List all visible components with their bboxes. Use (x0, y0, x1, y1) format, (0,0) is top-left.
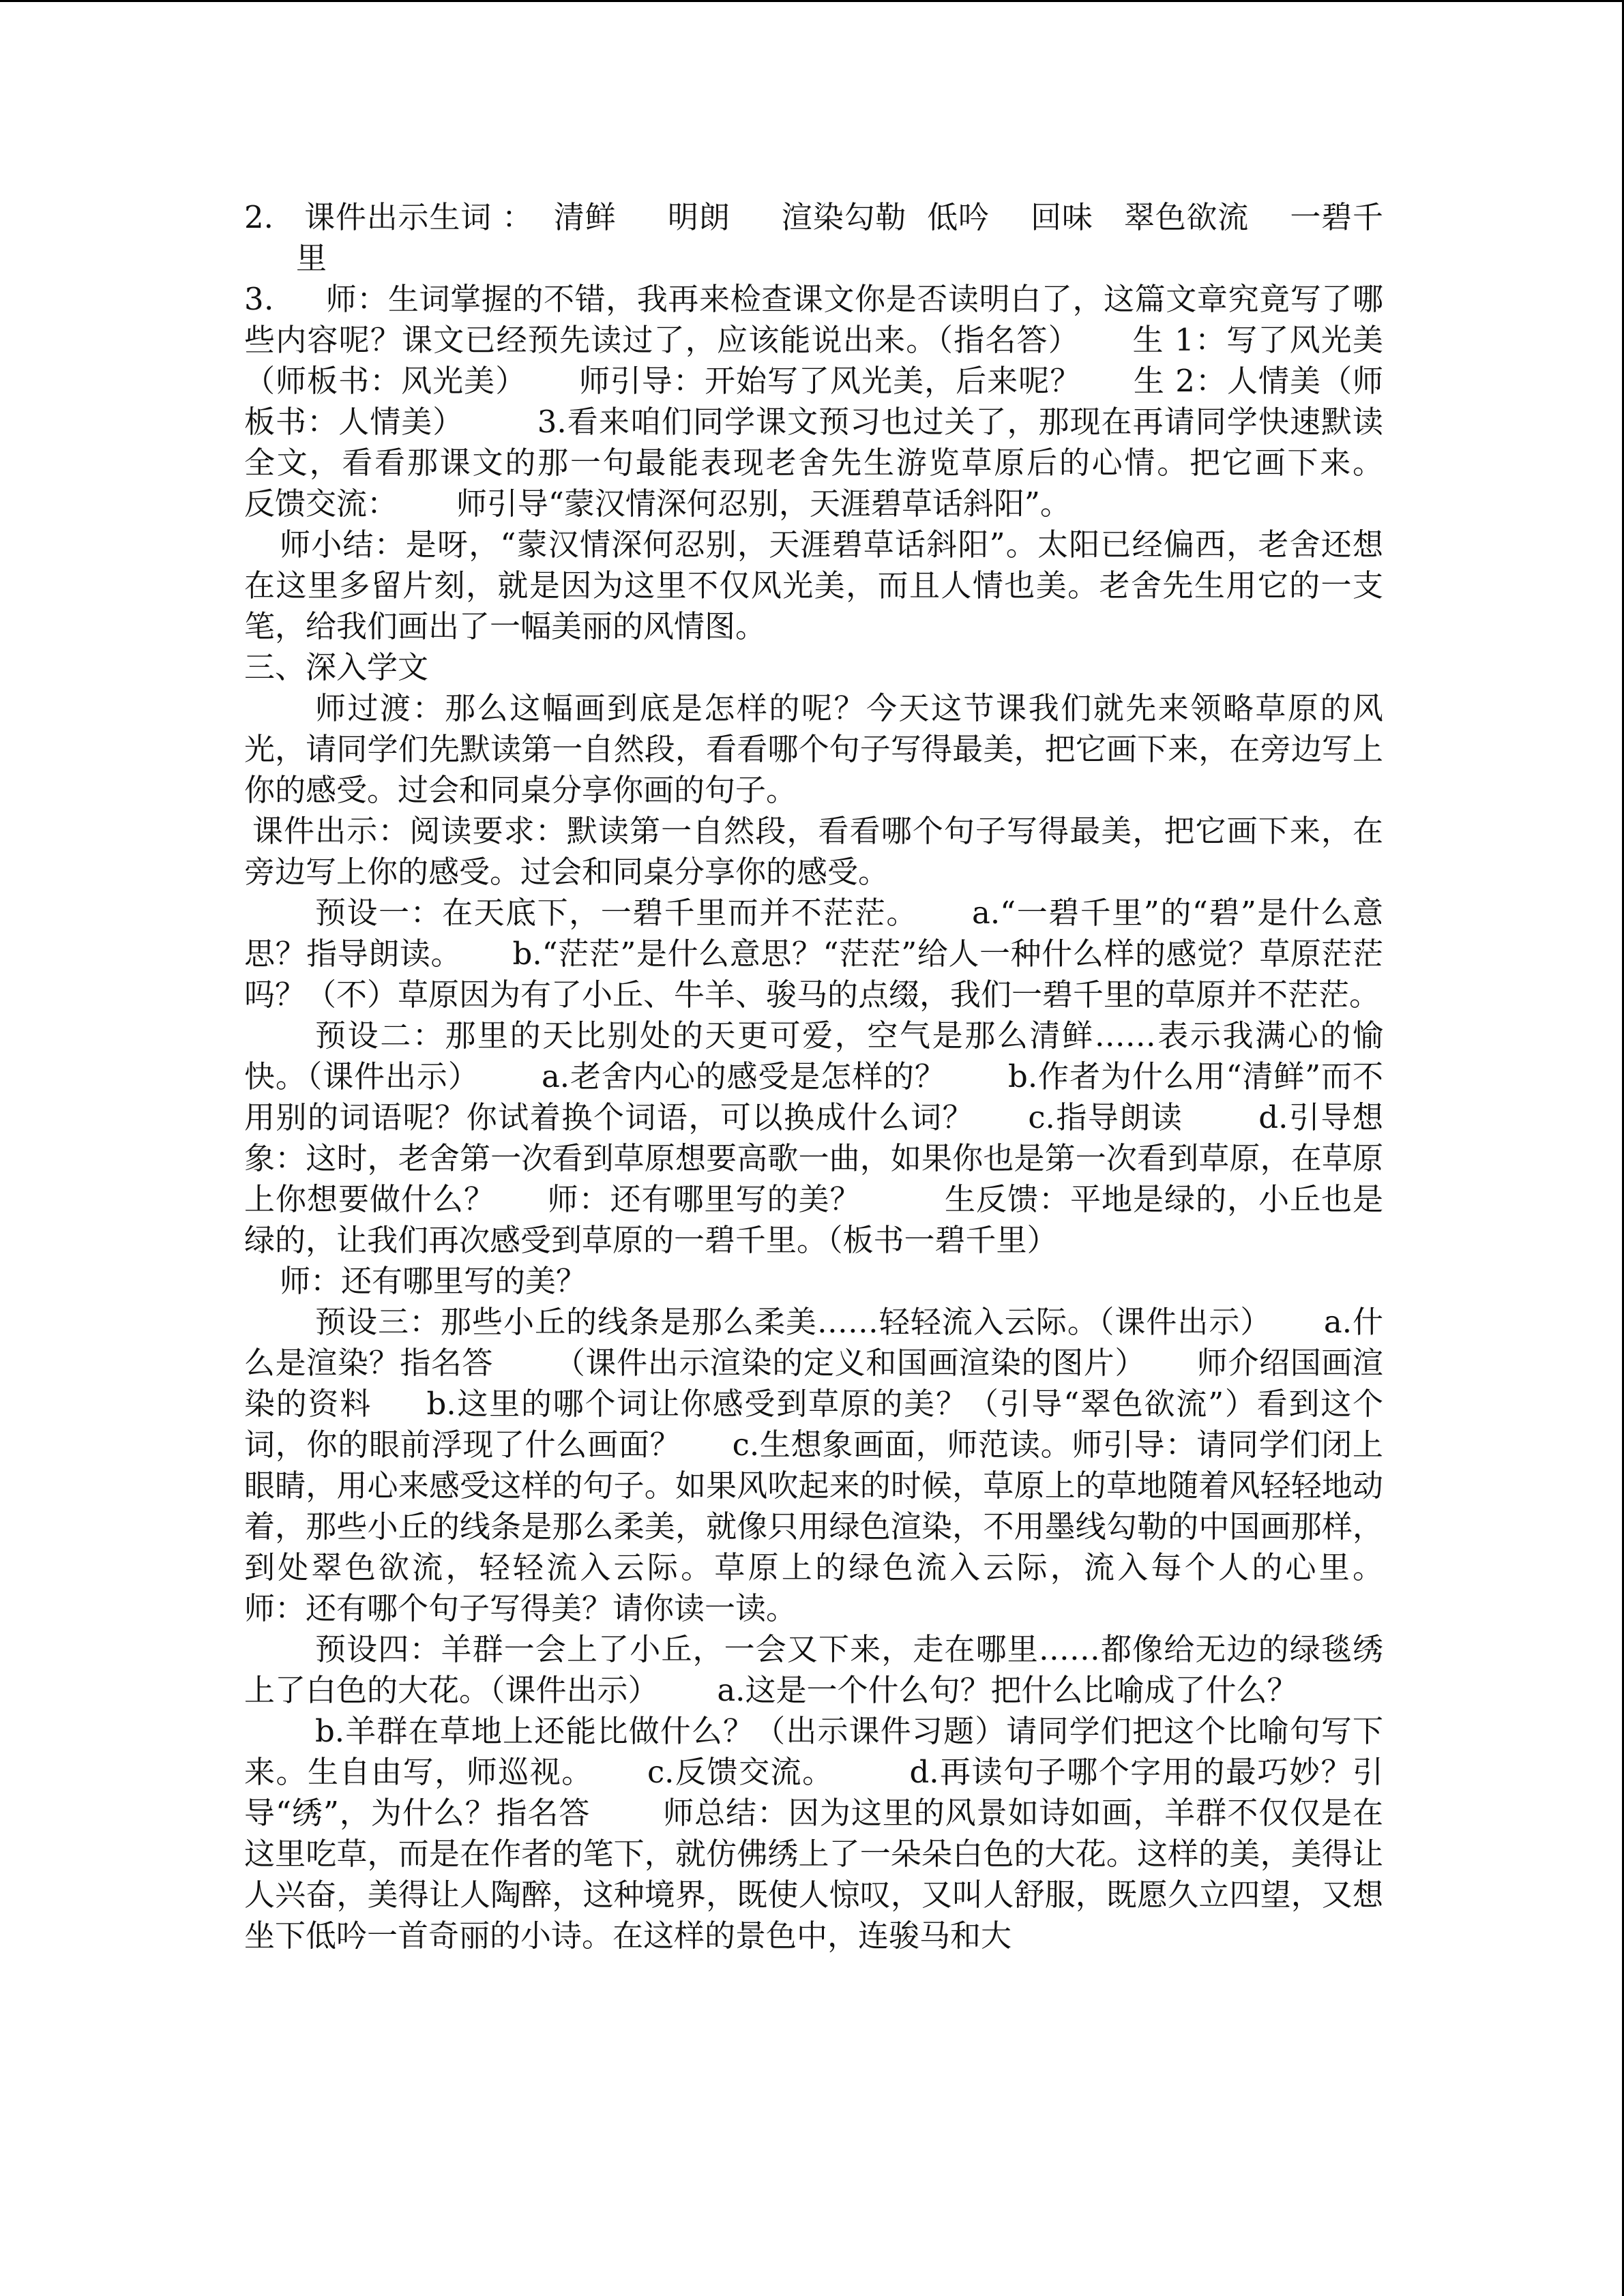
simile-practice-paragraph: b.羊群在草地上还能比做什么？（出示课件习题）请同学们把这个比喻句写下来。生自由写，师巡视。 c.反馈交流。 d.再读句子哪个字用的最巧妙？引导“绣”，为什么？指名答 师总结：因为这里的风景如诗如画，羊群不仅仅是在这里吃草，而是在作者的笔下，就仿佛绣上了一朵朵白色的大花。这样的美，美得让人兴奋，美得让人陶醉，这种境界，既使人惊叹，又叫人舒服，既愿久立四望，又想坐下低吟一首奇丽的小诗。在这样的景色中，连骏马和大 (244, 1713, 1383, 1954)
preset-two-paragraph: 预设二：那里的天比别处的天更可爱，空气是那么清鲜……表示我满心的愉快。（课件出示） a.老舍内心的感受是怎样的？ b.作者为什么用“清鲜”而不用别的词语呢？你试着换个词语，可以换成什么词？ c.指导朗读 d.引导想象：这时，老舍第一次看到草原想要高歌一曲，如果你也是第一次看到草原，在草原上你想要做什么？ 师：还有哪里写的美？ 生反馈：平地是绿的，小丘也是绿的，让我们再次感受到草原的一碧千里。（板书一碧千里） (244, 1017, 1383, 1258)
vocabulary-list-paragraph: 2. 课件出示生词 ： 清鲜 明朗 渲染勾勒 低吟 回味 翠色欲流 一碧千里 (244, 199, 1383, 276)
teacher-summary-paragraph: 师小结：是呀，“蒙汉情深何忍别，天涯碧草话斜阳”。太阳已经偏西，老舍还想在这里多留片刻，就是因为这里不仅风光美，而且人情也美。老舍先生用它的一支笔，给我们画出了一幅美丽的风情图。 (244, 526, 1383, 644)
section-heading: 三、深入学文 (244, 649, 429, 685)
teacher-question-paragraph: 师：还有哪里写的美？ (280, 1263, 587, 1299)
courseware-reading-requirement: 课件出示：阅读要求：默读第一自然段，看看哪个句子写得最美，把它画下来，在旁边写上你的感受。过会和同桌分享你的感受。 (244, 813, 1383, 890)
preset-three-paragraph: 预设三：那些小丘的线条是那么柔美……轻轻流入云际。（课件出示） a.什么是渲染？指名答 （课件出示渲染的定义和国画渲染的图片） 师介绍国画渲染的资料 b.这里的哪个词让你感受到草原的美？（引导“翠色欲流”）看到这个词，你的眼前浮现了什么画面？ c.生想象画面，师范读。师引导：请同学们闭上眼睛，用心来感受这样的句子。如果风吹起来的时候，草原上的草地随着风轻轻地动着，那些小丘的线条是那么柔美，就像只用绿色渲染，不用墨线勾勒的中国画那样，到处翠色欲流，轻轻流入云际。草原上的绿色流入云际，流入每个人的心里。 师：还有哪个句子写得美？请你读一读。 (244, 1304, 1432, 1626)
preset-one-paragraph: 预设一：在天底下，一碧千里而并不茫茫。 a.“一碧千里”的“碧”是什么意思？指导朗读。 b.“茫茫”是什么意思？“茫茫”给人一种什么样的感觉？草原茫茫吗？（不）草原因为有了小丘、牛羊、骏马的点缀，我们一碧千里的草原并不茫茫。 (244, 895, 1383, 1013)
document-body (244, 197, 1432, 1956)
lesson-review-paragraph: 3． 师：生词掌握的不错，我再来检查课文你是否读明白了，这篇文章究竟写了哪些内容呢？课文已经预先读过了，应该能说出来。（指名答） 生 1：写了风光美（师板书：风光美） 师引导：开始写了风光美，后来呢？ 生 2：人情美（师板书：人情美） 3.看来咱们同学课文预习也过关了，那现在再请同学快速默读全文，看看那课文的那一句最能表现老舍先生游览草原后的心情。把它画下来。 反馈交流： 师引导“蒙汉情深何忍别，天涯碧草话斜阳”。 (244, 281, 1432, 522)
teacher-transition-paragraph: 师过渡：那么这幅画到底是怎样的呢？今天这节课我们就先来领略草原的风光，请同学们先默读第一自然段，看看哪个句子写得最美，把它画下来，在旁边写上你的感受。过会和同桌分享你画的句子。 (244, 690, 1383, 808)
preset-four-paragraph: 预设四：羊群一会上了小丘，一会又下来，走在哪里……都像给无边的绿毯绣上了白色的大花。（课件出示） a.这是一个什么句？把什么比喻成了什么？ (244, 1631, 1383, 1708)
